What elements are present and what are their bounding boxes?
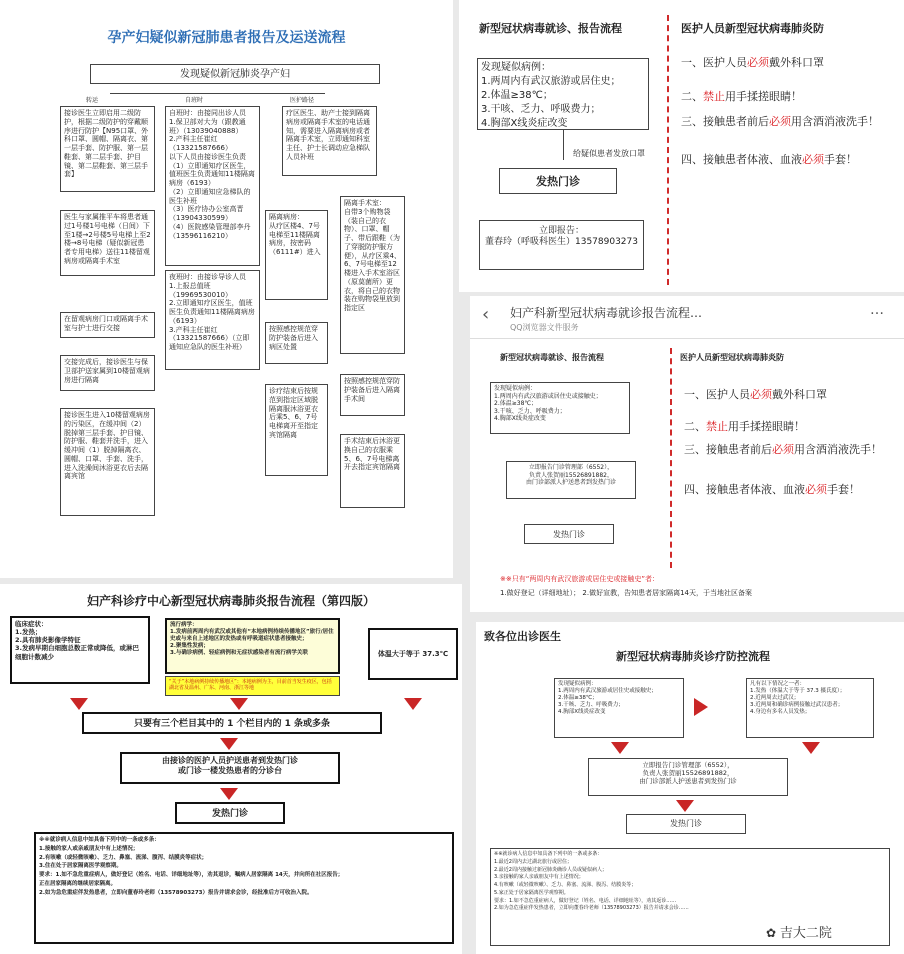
p5-title: 新型冠状病毒肺炎诊疗防控流程 [616,650,770,663]
p4-arrow-5 [220,788,238,800]
p4-temp: 体温大于等于 37.3℃ [368,628,458,680]
p3-note: ※※只有“两周内有武汉旅游或居住史或接触史”者： [500,575,659,583]
p3-criteria: 发现疑似病例： 1.两周内有武汉旅游或居住史或接触史； 2.体温≥38℃； 3.干咳、乏力、呼吸费力； 4.胸部X线炎症改变 [490,382,630,434]
p3-rule-1-post: 戴外科口罩 [772,388,827,401]
p3-rule-1-pre: 一、医护人员 [684,388,750,401]
panel-report-flow-1 [459,0,904,292]
p5-arrow-right [694,698,708,716]
p3-nav-sub: QQ浏览器文件服务 [510,323,579,332]
p1-col1-box-3: 在留观病房门口或隔离手术室与护士进行交接 [60,312,155,338]
p3-rule-1-em: 必须 [750,388,772,401]
p1-col1-box-4: 交接完成后，接诊医生与保卫部护送家属到10楼留观病房进行隔离 [60,355,155,391]
p4-arrow-4 [220,738,238,750]
p2-rule-3-em: 必须 [769,115,791,128]
p1-top-box: 发现疑似新冠肺炎孕产妇 [90,64,380,84]
p5-report: 立即报告门诊管理部（6552）， 负责人张贺丽15526891882， 由门诊部派人护送患者到发热门诊 [588,758,788,796]
p2-rule-3-post: 用含酒消液洗手！ [791,115,879,128]
p1-col3-box-2: 隔离病房： 从疗区楼4、7号电梯至11楼隔离病房，按密码（6111#）进入 [265,210,328,300]
p4-escort: 由接诊的医护人员护送患者到发热门诊 或门诊一楼发热患者的分诊台 [120,752,340,784]
p2-rule-1 [681,56,904,70]
p3-rule-3 [684,442,889,459]
p1-col3-box-4: 诊疗结束后按规范到指定区域脱隔离服沐浴更衣后乘5、6、7号电梯离开至指定宾馆隔离 [265,384,328,476]
p5-watermark-text: 吉大二院 [779,926,832,941]
p4-title: 妇产科诊疗中心新型冠状病毒肺炎报告流程（第四版） [86,594,375,608]
p1-col1-box-1: 接诊医生立即启用二级防护，根据二级防护的穿戴顺序进行防护【N95口罩、外科口罩、圆帽、隔离衣、第一层手套、防护服、第一层鞋套、第二层手套、护目镜、第二层鞋套、第三层手套】 [60,106,155,192]
p3-rule-3-post: 用含酒消液洗手！ [794,443,882,456]
p1-col2-night: 夜班时：由接诊导诊人员 1.上报总值班（19969530010） 2.立即通知疗区医生，值班医生负责通知11楼隔离病房（6193） 3.产科主任崔红（13321587666）（立即通知应急队的医生补班） [165,270,260,370]
p2-divider [667,15,669,285]
p3-rule-2-pre: 二、 [684,420,706,433]
panel-pregnancy-flowchart [0,0,453,578]
panel-report-flow-2 [470,296,904,612]
p3-rule-2 [684,418,805,434]
p3-rule-3-em: 必须 [772,443,794,456]
p1-branch-2: 自班时 [185,97,204,104]
p2-rule-4-pre: 四、接触患者体液、血液 [681,153,802,166]
p5-arrow-2 [802,742,820,754]
p2-rule-4-post: 手套！ [824,153,857,166]
p4-epi-note: “关于”本地病例持续传播地区”：本地病例为主，目前首当发生疫区，包括湖北省及温州、广东、河南、浙江等地 [165,676,340,696]
p1-col3-box-3: 按照感控规范穿防护装备后进入病区处置 [265,322,328,364]
p2-rule-2-em: 禁止 [703,90,725,103]
p3-rule-4 [684,482,889,499]
p4-epi: 流行病学： 1.发病前两周内有武汉或其他有“本地病例持续传播地区”旅行/居住史或与来自上述地区的发热或有呼吸道症状患者接触史； 2.聚集性发病； 3.与确诊病例、轻症病例和无症状感染者有流行病学关联 [165,618,340,674]
p1-col3-box-1: 疗区医生、助产士接到隔离病房或隔离手术室的电话通知，需要进入隔离病房或者隔离手术室，立即通知科室主任、护士长调动应急梯队人员补班 [282,106,377,176]
p2-side-label: 给疑似患者发放口罩 [573,149,645,158]
p2-connector [563,130,564,160]
p4-clinical: 临床症状： 1.发热； 2.具有肺炎影像学特征 3.发病早期白细胞总数正常或降低，或淋巴细胞计数减少 [10,616,150,684]
p2-rule-1-pre: 一、医护人员 [681,56,747,69]
p5-notes: ※※就诊病人信息中如具备下列中的一条或多条： 1.最近2周内去过湖北旅行或居住； 2.最近2周内接触过新冠肺炎确诊人员或疑似病人； 3.亲接触的家人亲戚朋友中有上述情况； 4.有咳嗽（或轻微咳嗽）、乏力、鼻塞、流涕、腹泻、结膜炎等； 5.家正处于居家隔离医学观察期。 要求：1.如不急危重症病人，做好登记（姓名、电话、详细地址等），劝其返诊…… 2.如为急危重症伴发热患者，立即向董春玲老师（13578903273）报告并请求会诊…… [490,848,890,946]
p3-rule-3-pre: 三、接触患者前后 [684,443,772,456]
p3-title-left: 新型冠状病毒就诊、报告流程 [500,353,604,362]
p5-heading: 致各位出诊医生 [484,630,561,643]
p4-notes: ※※就诊病人信息中如具备下列中的一条或多条： 1.接触的家人或亲戚朋友中有上述情况； 2.有咳嗽（或轻微咳嗽）、乏力、鼻塞、流涕、腹泻、结膜炎等症状； 3.住在处于居家隔离医学观察期。 要求：1.如不急危重症病人，做好登记（姓名、电话、详细地址等），劝其返诊，嘱病人居家隔离 14天，并向所在社区报告； 正在居家隔离的继续居家隔离。 2.如为急危重症伴发热患者，立即向董春玲老师（13578903273）报告并请求会诊，经批准后方可收治入院。 [34,832,454,944]
p2-rule-4-em: 必须 [802,153,824,166]
panel-fourth-edition [0,584,462,954]
p1-col4-box-3: 手术结束后沐浴更换自己的衣服乘5、6、7号电梯离开去指定宾馆隔离 [340,434,405,508]
p2-rule-3 [681,114,886,129]
p1-col1-box-2: 医生与家属推平车将患者通过1号楼1号电梯（日间）下至1楼→2号楼5号电梯上至2楼→8号电梯（疑似新冠患者专用电梯）送往11楼留观病房或隔离手术室 [60,210,155,276]
p5-watermark [766,922,832,941]
p2-rule-2-post: 用手揉搓眼睛！ [725,90,802,103]
p1-connector [110,93,325,94]
panel-prevention-flow [476,622,904,954]
p2-rule-1-post: 戴外科口罩 [769,56,824,69]
p3-note2: 1.做好登记（详细地址）； 2.做好宣教，告知患者居家隔离14天，于当地社区备案 [500,589,752,597]
p2-rule-2-pre: 二、 [681,90,703,103]
p5-fever-clinic: 发热门诊 [626,814,746,834]
p1-col4-box-1: 隔离手术室： 自带3个购物袋（装自己的衣物）、口罩、帽子、带后跟鞋（为了穿脱防护服方便），从疗区乘4、6、7号电梯至12楼进入手术室浴区（原莫菌所）更衣，将自己的衣物装在购物袋里放到指定区 [340,196,405,354]
p1-branch-1: 转运 [86,97,99,104]
p4-arrow-2 [230,698,248,710]
p4-arrow-1 [70,698,88,710]
p3-rule-2-em: 禁止 [706,420,728,433]
p1-col4-box-2: 按照感控规范穿防护装备后进入隔离手术间 [340,374,405,416]
p2-title-right: 医护人员新型冠状病毒肺炎防 [681,22,824,35]
p3-header-rule [470,338,904,339]
p3-rule-4-em: 必须 [805,483,827,496]
p2-fever-clinic: 发热门诊 [499,168,617,194]
p3-report: 立即报告门诊管理部（6552）， 负责人张贺丽15526891882， 由门诊部派人护送患者到发热门诊 [506,461,636,499]
p3-rule-4-pre: 四、接触患者体液、血液 [684,483,805,496]
p2-title-left: 新型冠状病毒就诊、报告流程 [479,22,622,35]
p3-nav-title: 妇产科新型冠状病毒就诊报告流程… [510,306,703,320]
p2-rule-3-pre: 三、接触患者前后 [681,115,769,128]
p2-report: 立即报告： 董春玲（呼吸科医生）13578903273 [479,220,644,270]
p3-rule-4-post: 手套！ [827,483,860,496]
p5-right-box: 凡有以下情况之一者： 1.发热（体温大于等于 37.3 摄氏度）； 2.近两周去过武汉； 3.近两周和确诊病例接触过武汉患者； 4.身边有多名人员发热； [746,678,874,738]
p4-rule: 只要有三个栏目其中的 1 个栏目内的 1 条或多条 [82,712,382,734]
p5-arrow-1 [611,742,629,754]
p1-col1-box-5: 接诊医生进入10楼留观病房的污染区，在缓冲间（2）脱掉第三层手套、护目镜、防护服、鞋套并洗手，进入缓冲间（1）脱掉隔离衣、圆帽、口罩、手套、洗手，进入洗澡间沐浴更衣后去隔离宾馆 [60,408,155,516]
p3-rule-1 [684,386,827,402]
p3-rule-2-post: 用手揉搓眼睛！ [728,420,805,433]
p4-fever-clinic: 发热门诊 [175,802,285,824]
wechat-icon: ✿ [766,926,780,940]
p2-rule-4 [681,152,886,167]
p2-rule-2 [681,90,904,104]
p3-title-right: 医护人员新型冠状病毒肺炎防 [680,353,784,362]
more-options-icon[interactable]: … [870,302,884,318]
p4-arrow-3 [404,698,422,710]
p2-rule-1-em: 必须 [747,56,769,69]
p1-title: 孕产妇疑似新冠肺患者报告及运送流程 [107,30,346,46]
p3-fever-clinic: 发热门诊 [524,524,614,544]
p5-left-box: 发现疑似病例： 1.两周内有武汉旅游或居住史或接触史； 2.体温≥38℃； 3.干咳、乏力、呼吸费力； 4.胸部X线炎症改变 [554,678,684,738]
p5-arrow-3 [676,800,694,812]
back-chevron-icon[interactable]: ‹ [482,304,490,325]
p2-criteria: 发现疑似病例： 1.两周内有武汉旅游或居住史； 2.体温≥38℃； 3.干咳、乏力、呼吸费力； 4.胸部X线炎症改变 [477,58,649,130]
p3-divider [670,348,672,568]
p1-col2-day: 自班时：由接同出诊人员 1.保卫部对大为（跟教通班）（13039040888） 2.产科主任崔红（13321587666） 以下人员由接诊医生负责 （1）立即通知疗区医生，值班医生负责通知11楼隔离病房（6193） （2）立即通知应急梯队的医生补班 （3）医疗协办公室高晋（13904330599） （4）医院感染管理部李丹（13596116210） [165,106,260,266]
p1-branch-3: 医护路径 [290,97,315,104]
